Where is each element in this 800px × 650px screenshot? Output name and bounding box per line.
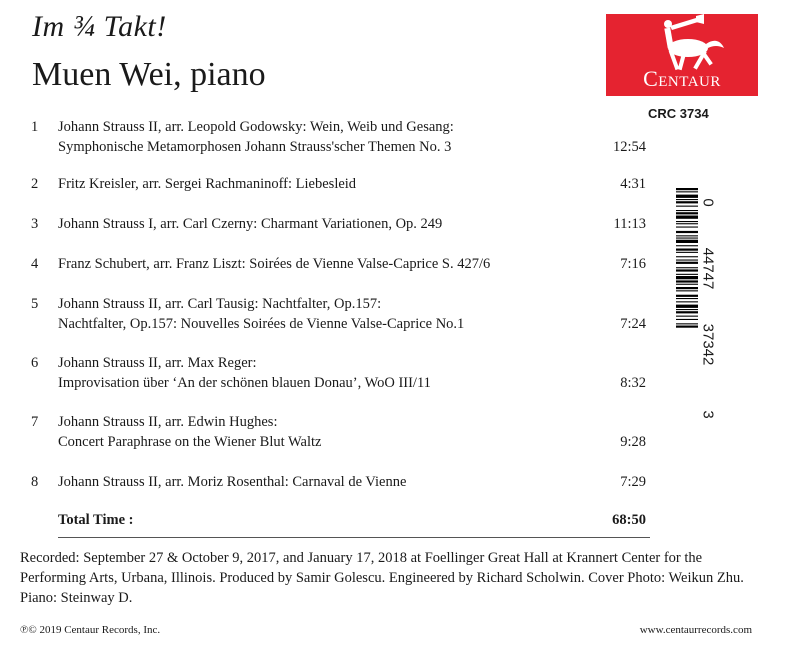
barcode-bar: [676, 309, 698, 310]
copyright-notice: ℗© 2019 Centaur Records, Inc.: [20, 624, 161, 636]
barcode-digit-group: 37342: [699, 323, 717, 366]
track-description-line: Johann Strauss II, arr. Edwin Hughes:: [58, 414, 278, 430]
track-description-line: Johann Strauss I, arr. Carl Czerny: Charmant Variationen, Op. 249: [58, 216, 443, 232]
barcode-bar: [676, 269, 698, 271]
logo-text: Centaur: [643, 66, 721, 91]
track-number: 4: [31, 256, 39, 272]
barcode-bar: [676, 245, 698, 246]
recording-credits: Recorded: September 27 & October 9, 2017, and January 17, 2018 at Foellinger Great Hall at Krannert Center for the Performing Arts, Urbana, Illinois. Produced by Samir Golescu. Engineered by Richard Scholwin. Cover Photo: Weikun Zhu. Piano: Steinway D.: [20, 550, 744, 606]
track-description-line: Nachtfalter, Op.157: Nouvelles Soirées de Vienne Valse-Caprice No.1: [58, 316, 465, 332]
track-number: 1: [31, 119, 39, 135]
centaur-logo: [606, 14, 758, 96]
barcode-bar: [676, 298, 698, 299]
barcode-bar: [676, 199, 698, 200]
album-title: Im ¾ Takt!: [32, 10, 167, 43]
track-duration: 9:28: [620, 434, 646, 450]
barcode-bar: [676, 231, 698, 233]
barcode-bar: [676, 260, 698, 261]
barcode-bar: [676, 262, 698, 264]
barcode-bar: [676, 238, 698, 239]
track-duration: 11:13: [613, 216, 646, 232]
track-number: 6: [31, 355, 39, 371]
barcode-bar: [676, 188, 698, 190]
website-url: www.centaurrecords.com: [639, 624, 752, 636]
barcode-bar: [676, 301, 698, 302]
barcode-bar: [676, 319, 698, 320]
barcode-bar: [676, 295, 698, 297]
barcode-bar: [676, 201, 698, 203]
divider: [58, 537, 650, 538]
track-description-line: Johann Strauss II, arr. Max Reger:: [58, 355, 257, 371]
barcode-bar: [676, 252, 698, 253]
barcode-digits: [700, 188, 720, 424]
barcode-bar: [676, 240, 698, 243]
barcode-bar: [676, 276, 698, 279]
track-description-line: Johann Strauss II, arr. Moriz Rosenthal: Carnaval de Vienne: [58, 474, 407, 490]
track-duration: 4:31: [620, 176, 646, 192]
track-description-line: Improvisation über ‘An der schönen blauen Donau’, WoO III/11: [58, 375, 431, 391]
track-description-line: Fritz Kreisler, arr. Sergei Rachmaninoff: Liebesleid: [58, 176, 357, 192]
barcode-bar: [676, 195, 698, 198]
performer-name: Muen Wei, piano: [32, 56, 266, 93]
barcode-bar: [676, 249, 698, 251]
track-duration: 8:32: [620, 375, 646, 391]
barcode-bar: [676, 191, 698, 192]
barcode-digit-group: 0: [699, 198, 717, 207]
track-number: 3: [31, 216, 39, 232]
barcode-bar: [676, 326, 698, 328]
track-description-line: Johann Strauss II, arr. Carl Tausig: Nachtfalter, Op.157:: [58, 296, 382, 312]
barcode-bar: [676, 212, 698, 214]
barcode-bar: [676, 305, 698, 308]
barcode-bar: [676, 287, 698, 289]
barcode-bar: [676, 316, 698, 317]
total-time-value: 68:50: [612, 512, 646, 528]
track-description-line: Franz Schubert, arr. Franz Liszt: Soirées de Vienne Valse-Caprice S. 427/6: [58, 256, 491, 272]
track-duration: 12:54: [612, 139, 646, 155]
track-duration: 7:24: [620, 316, 646, 332]
track-description-line: Johann Strauss II, arr. Leopold Godowsky: Wein, Weib und Gesang:: [58, 119, 454, 135]
track-number: 2: [31, 176, 39, 192]
barcode-bar: [676, 311, 698, 313]
barcode-bar: [676, 323, 698, 324]
track-duration: 7:16: [620, 256, 646, 272]
total-time-label: Total Time :: [58, 512, 134, 528]
barcode-bar: [676, 256, 698, 257]
track-number: 8: [31, 474, 39, 490]
track-number: 7: [31, 414, 39, 430]
catalog-number: CRC 3734: [648, 106, 709, 121]
barcode-bar: [676, 284, 698, 285]
barcode-bar: [676, 274, 698, 275]
barcode-bar: [676, 280, 698, 282]
barcode-digit-group: 3: [699, 410, 717, 419]
track-number: 5: [31, 296, 39, 312]
track-duration: 7:29: [620, 474, 646, 490]
barcode-digit-group: 44747: [699, 247, 717, 290]
track-description-line: Concert Paraphrase on the Wiener Blut Waltz: [58, 434, 322, 450]
barcode-bar: [676, 221, 698, 222]
barcode-bar: [676, 216, 698, 219]
barcode-bar: [676, 223, 698, 224]
barcode-bar: [676, 206, 698, 207]
barcode-bar: [676, 235, 698, 236]
barcode-bar: [676, 290, 698, 291]
barcode-bar: [676, 227, 698, 228]
barcode-bar: [676, 267, 698, 268]
barcode-bar: [676, 210, 698, 211]
track-description-line: Symphonische Metamorphosen Johann Strauss'scher Themen No. 3: [58, 139, 452, 155]
